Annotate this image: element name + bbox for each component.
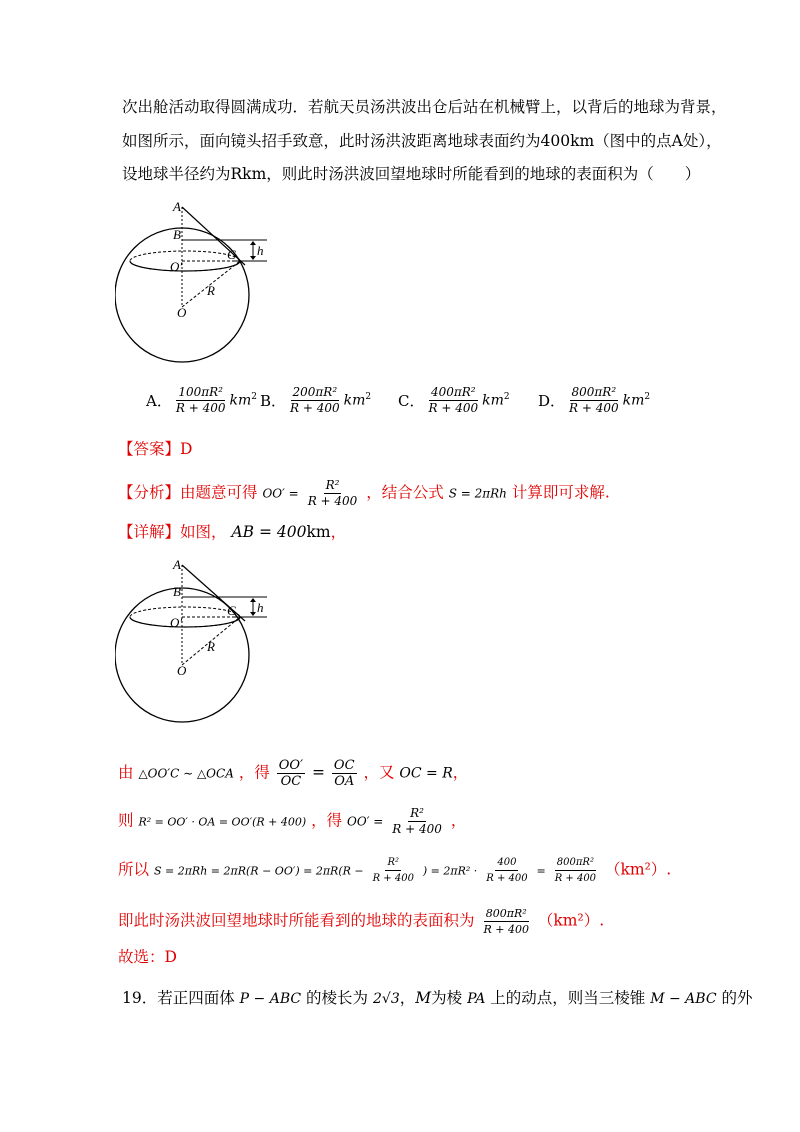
option-c[interactable]: C． $\frac{\text{400πR²}}{R + 400}$ $km^2$ [398, 385, 510, 415]
step-3-line: 所以 S = 2πRh = 2πR(R − OO′) = 2πR(R − $\frac{\text{R²}}{R + 400}$ ) = 2πR² · $\frac{400}{R + 400}$ = $\frac{\text{800πR²}}{R + 400}$ （km²）. [118, 857, 672, 884]
sphere-figure-2 [115, 555, 275, 735]
step-1-line: 由 △OO′C ∼ △OCA ，得 $\frac{OO'}{OC}$ = $\frac{OC}{OA}$ ，又 OC = R， [118, 758, 469, 789]
label-o: O [177, 663, 187, 678]
detail-line: 【详解】如图， AB = 400km， [118, 523, 347, 541]
label-o: O [177, 305, 187, 320]
problem-text-line-2: 如图所示，面向镜头招手致意，此时汤洪波距离地球表面约为400km（图中的点A处）， [122, 132, 722, 150]
option-d[interactable]: D． $\frac{\text{800πR²}}{R + 400}$ $km^2$ [538, 385, 651, 415]
label-o-prime: O′ [170, 259, 183, 274]
label-c: C [227, 603, 236, 618]
option-a[interactable]: A． $\frac{\text{100πR²}}{R + 400}$ $km^2$ [146, 385, 257, 415]
problem-19-line: 19．若正四面体 P − ABC 的棱长为 2√3，M为棱 PA 上的动点，则当三棱锥 M − ABC 的外 [122, 989, 753, 1007]
label-r: R [207, 283, 215, 298]
analysis-line: 【分析】由题意可得 OO′ = $\frac{\text{R²}}{R + 400}$ ，结合公式 S = 2πRh 计算即可求解. [118, 478, 610, 508]
label-b: B [173, 227, 181, 242]
label-o-prime: O′ [170, 615, 183, 630]
problem-text-line-1: 次出舱活动取得圆满成功．若航天员汤洪波出仓后站在机械臂上，以背后的地球为背景， [122, 98, 727, 116]
label-b: B [173, 584, 181, 599]
final-choice: 故选：D [118, 948, 177, 966]
label-h: h [257, 243, 264, 258]
step-2-line: 则 R² = OO′ · OA = OO′(R + 400) ，得 OO′ = $\frac{\text{R²}}{R + 400}$ ， [118, 806, 467, 836]
label-a: A [173, 199, 181, 214]
label-h: h [257, 600, 264, 615]
label-c: C [227, 247, 236, 262]
problem-text-line-3: 设地球半径约为Rkm，则此时汤洪波回望地球时所能看到的地球的表面积为（ ） [122, 165, 701, 183]
label-a: A [173, 557, 181, 572]
answer-line: 【答案】D [118, 440, 193, 458]
label-r: R [207, 639, 215, 654]
conclusion-line: 即此时汤洪波回望地球时所能看到的地球的表面积为 $\frac{\text{800πR²}}{R + 400}$ （km²）. [118, 907, 605, 936]
sphere-figure-1 [115, 195, 275, 375]
option-b[interactable]: B． $\frac{\text{200πR²}}{R + 400}$ $km^2$ [260, 385, 372, 415]
